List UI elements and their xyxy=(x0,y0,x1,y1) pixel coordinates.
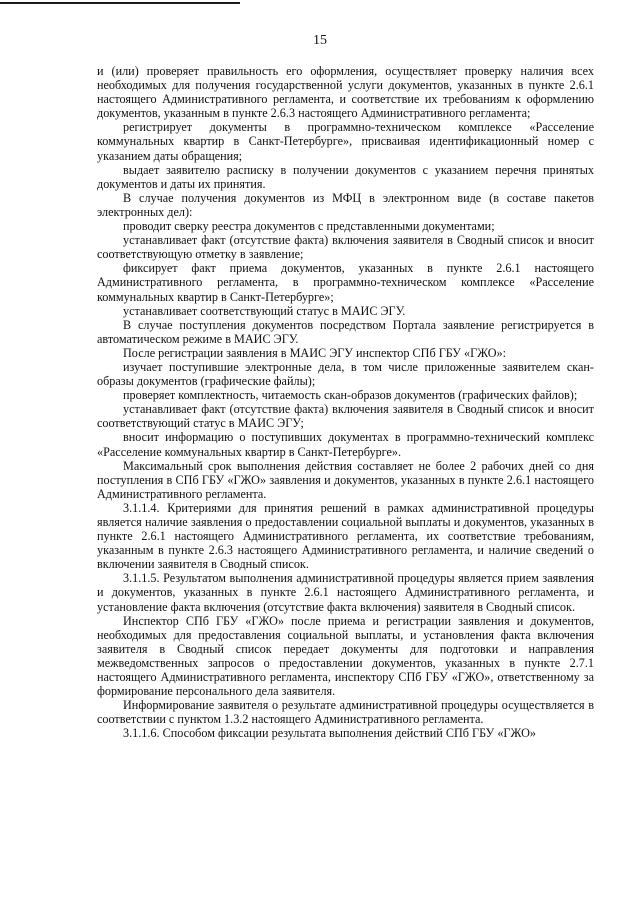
paragraph: После регистрации заявления в МАИС ЭГУ инспектор СПб ГБУ «ГЖО»: xyxy=(123,345,507,360)
paragraph: Информирование заявителя о результате административной процедуры осуществляется в соответствии с пунктом 1.3.2 настоящего Административного регламента. xyxy=(97,698,594,727)
paragraph: выдает заявителю расписку в получении документов с указанием перечня принятых документов и даты их принятия. xyxy=(97,162,594,191)
paragraph: и (или) проверяет правильность его оформления, осуществляет проверку наличия всех необходимых для получения государственной услуги документов, указанных в пункте 2.6.1 настоящего Административного регламента, и соответствие их требованиям к оформлению документов, указанным в пункте 2.6.3 настоящего Административного регламента; xyxy=(97,64,594,121)
paragraph: фиксирует факт приема документов, указанных в пункте 2.6.1 настоящего Административного регламента, в программно-техническом комплексе «Расселение коммунальных квартир в Санкт-Петербурге»; xyxy=(97,261,594,304)
page-number: 15 xyxy=(313,33,327,48)
paragraph: В случае получения документов из МФЦ в электронном виде (в составе пакетов электронных дел): xyxy=(97,190,594,219)
paragraph: В случае поступления документов посредством Портала заявление регистрируется в автоматическом режиме в МАИС ЭГУ. xyxy=(97,317,594,346)
header-rule xyxy=(0,2,240,4)
paragraph: устанавливает соответствующий статус в МАИС ЭГУ. xyxy=(123,303,406,318)
paragraph: изучает поступившие электронные дела, в том числе приложенные заявителем скан-образы документов (графические файлы); xyxy=(97,359,594,389)
document-body xyxy=(97,64,594,741)
paragraph: 3.1.1.4. Критериями для принятия решений в рамках административной процедуры является наличие заявления о предоставлении социальной выплаты и документов, указанных в пункте 2.6.1 настоящего Административного регламента, их соответствие требованиям, указанным в пункте 2.6.3 настоящего Административного регламента, и наличие сведений о включении заявителя в Сводный список. xyxy=(97,500,594,572)
paragraph: проводит сверку реестра документов с представленными документами; xyxy=(123,219,495,234)
paragraph: вносит информацию о поступивших документах в программно-технический комплекс «Расселение коммунальных квартир в Санкт-Петербурге». xyxy=(97,430,594,459)
paragraph: 3.1.1.6. Способом фиксации результата выполнения действий СПб ГБУ «ГЖО» xyxy=(123,726,536,741)
paragraph: Максимальный срок выполнения действия составляет не более 2 рабочих дней со дня поступления в СПб ГБУ «ГЖО» заявления и документов, указанных в пункте 2.6.1 настоящего Административного регламента. xyxy=(97,458,594,501)
paragraph: регистрирует документы в программно-техническом комплексе «Расселение коммунальных квартир в Санкт-Петербурге», присваивая идентификационный номер с указанием даты обращения; xyxy=(97,120,594,163)
paragraph: устанавливает факт (отсутствие факта) включения заявителя в Сводный список и вносит соответствующий статус в МАИС ЭГУ; xyxy=(97,402,594,431)
paragraph: проверяет комплектность, читаемость скан-образов документов (графических файлов); xyxy=(123,388,578,403)
paragraph: 3.1.1.5. Результатом выполнения административной процедуры является прием заявления и документов, указанных в пункте 2.6.1 настоящего Административного регламента, и установление факта включения (отсутствие факта включения) заявителя в Сводный список. xyxy=(97,571,594,614)
paragraph: устанавливает факт (отсутствие факта) включения заявителя в Сводный список и вносит соответствующую отметку в заявление; xyxy=(97,233,594,262)
paragraph: Инспектор СПб ГБУ «ГЖО» после приема и регистрации заявления и документов, необходимых для предоставления социальной выплаты, и установления факта включения заявителя в Сводный список передает документы для подготовки и направления межведомственных запросов о предоставлении документов, указанных в пункте 2.7.1 настоящего Административного регламента, инспектору СПб ГБУ «ГЖО», ответственному за формирование персонального дела заявителя. xyxy=(97,613,594,699)
